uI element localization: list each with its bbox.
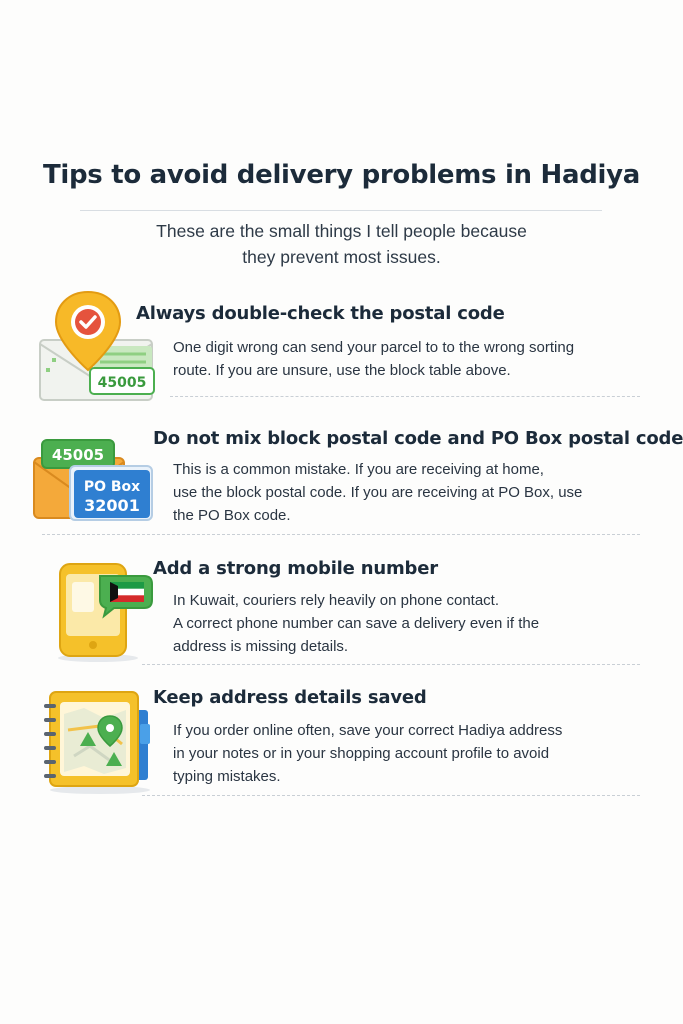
- tip-divider: [170, 396, 640, 397]
- tip-divider: [42, 534, 640, 535]
- postal-badge-text: 45005: [97, 375, 147, 391]
- tip-body: [173, 589, 539, 658]
- tip-divider: [142, 795, 640, 796]
- tip-heading: Keep address details saved: [153, 687, 427, 708]
- tip-line: In Kuwait, couriers rely heavily on phone contact.: [173, 592, 500, 609]
- tip-line: If you order online often, save your correct Hadiya address: [173, 722, 563, 739]
- envelope-po-box-icon: [30, 436, 160, 528]
- po-box-number: 32001: [84, 496, 140, 515]
- subtitle-line-1: These are the small things I tell people because: [156, 221, 527, 241]
- tip-divider: [142, 664, 640, 665]
- tip-heading: Add a strong mobile number: [153, 558, 438, 579]
- tip-body: [173, 719, 562, 788]
- tip-heading: Always double-check the postal code: [136, 303, 505, 324]
- tip-line: typing mistakes.: [173, 768, 281, 785]
- badge-top-text: 45005: [51, 446, 105, 464]
- tip-line: A correct phone number can save a delivery even if the: [173, 615, 540, 632]
- page-subtitle: [100, 218, 583, 270]
- tip-heading: Do not mix block postal code and PO Box postal code: [153, 428, 683, 449]
- tip-line: in your notes or in your shopping account profile to avoid: [173, 745, 550, 762]
- tip-line: route. If you are unsure, use the block table above.: [173, 362, 511, 379]
- po-box-label: PO Box: [83, 479, 141, 495]
- tip-line: use the block postal code. If you are receiving at PO Box, use: [173, 484, 583, 501]
- mobile-phone-kuwait-flag-icon: [52, 558, 157, 664]
- page-title: Tips to avoid delivery problems in Hadiya: [42, 160, 641, 190]
- subtitle-line-2: they prevent most issues.: [242, 247, 441, 267]
- notebook-map-icon: [40, 686, 155, 796]
- tip-line: the PO Box code.: [173, 507, 291, 524]
- tip-line: This is a common mistake. If you are receiving at home,: [173, 461, 544, 478]
- tip-body: [173, 336, 574, 382]
- title-divider: [80, 210, 602, 211]
- tip-body: [173, 458, 582, 527]
- tip-line: One digit wrong can send your parcel to to the wrong sorting: [173, 339, 575, 356]
- tip-line: address is missing details.: [173, 638, 349, 655]
